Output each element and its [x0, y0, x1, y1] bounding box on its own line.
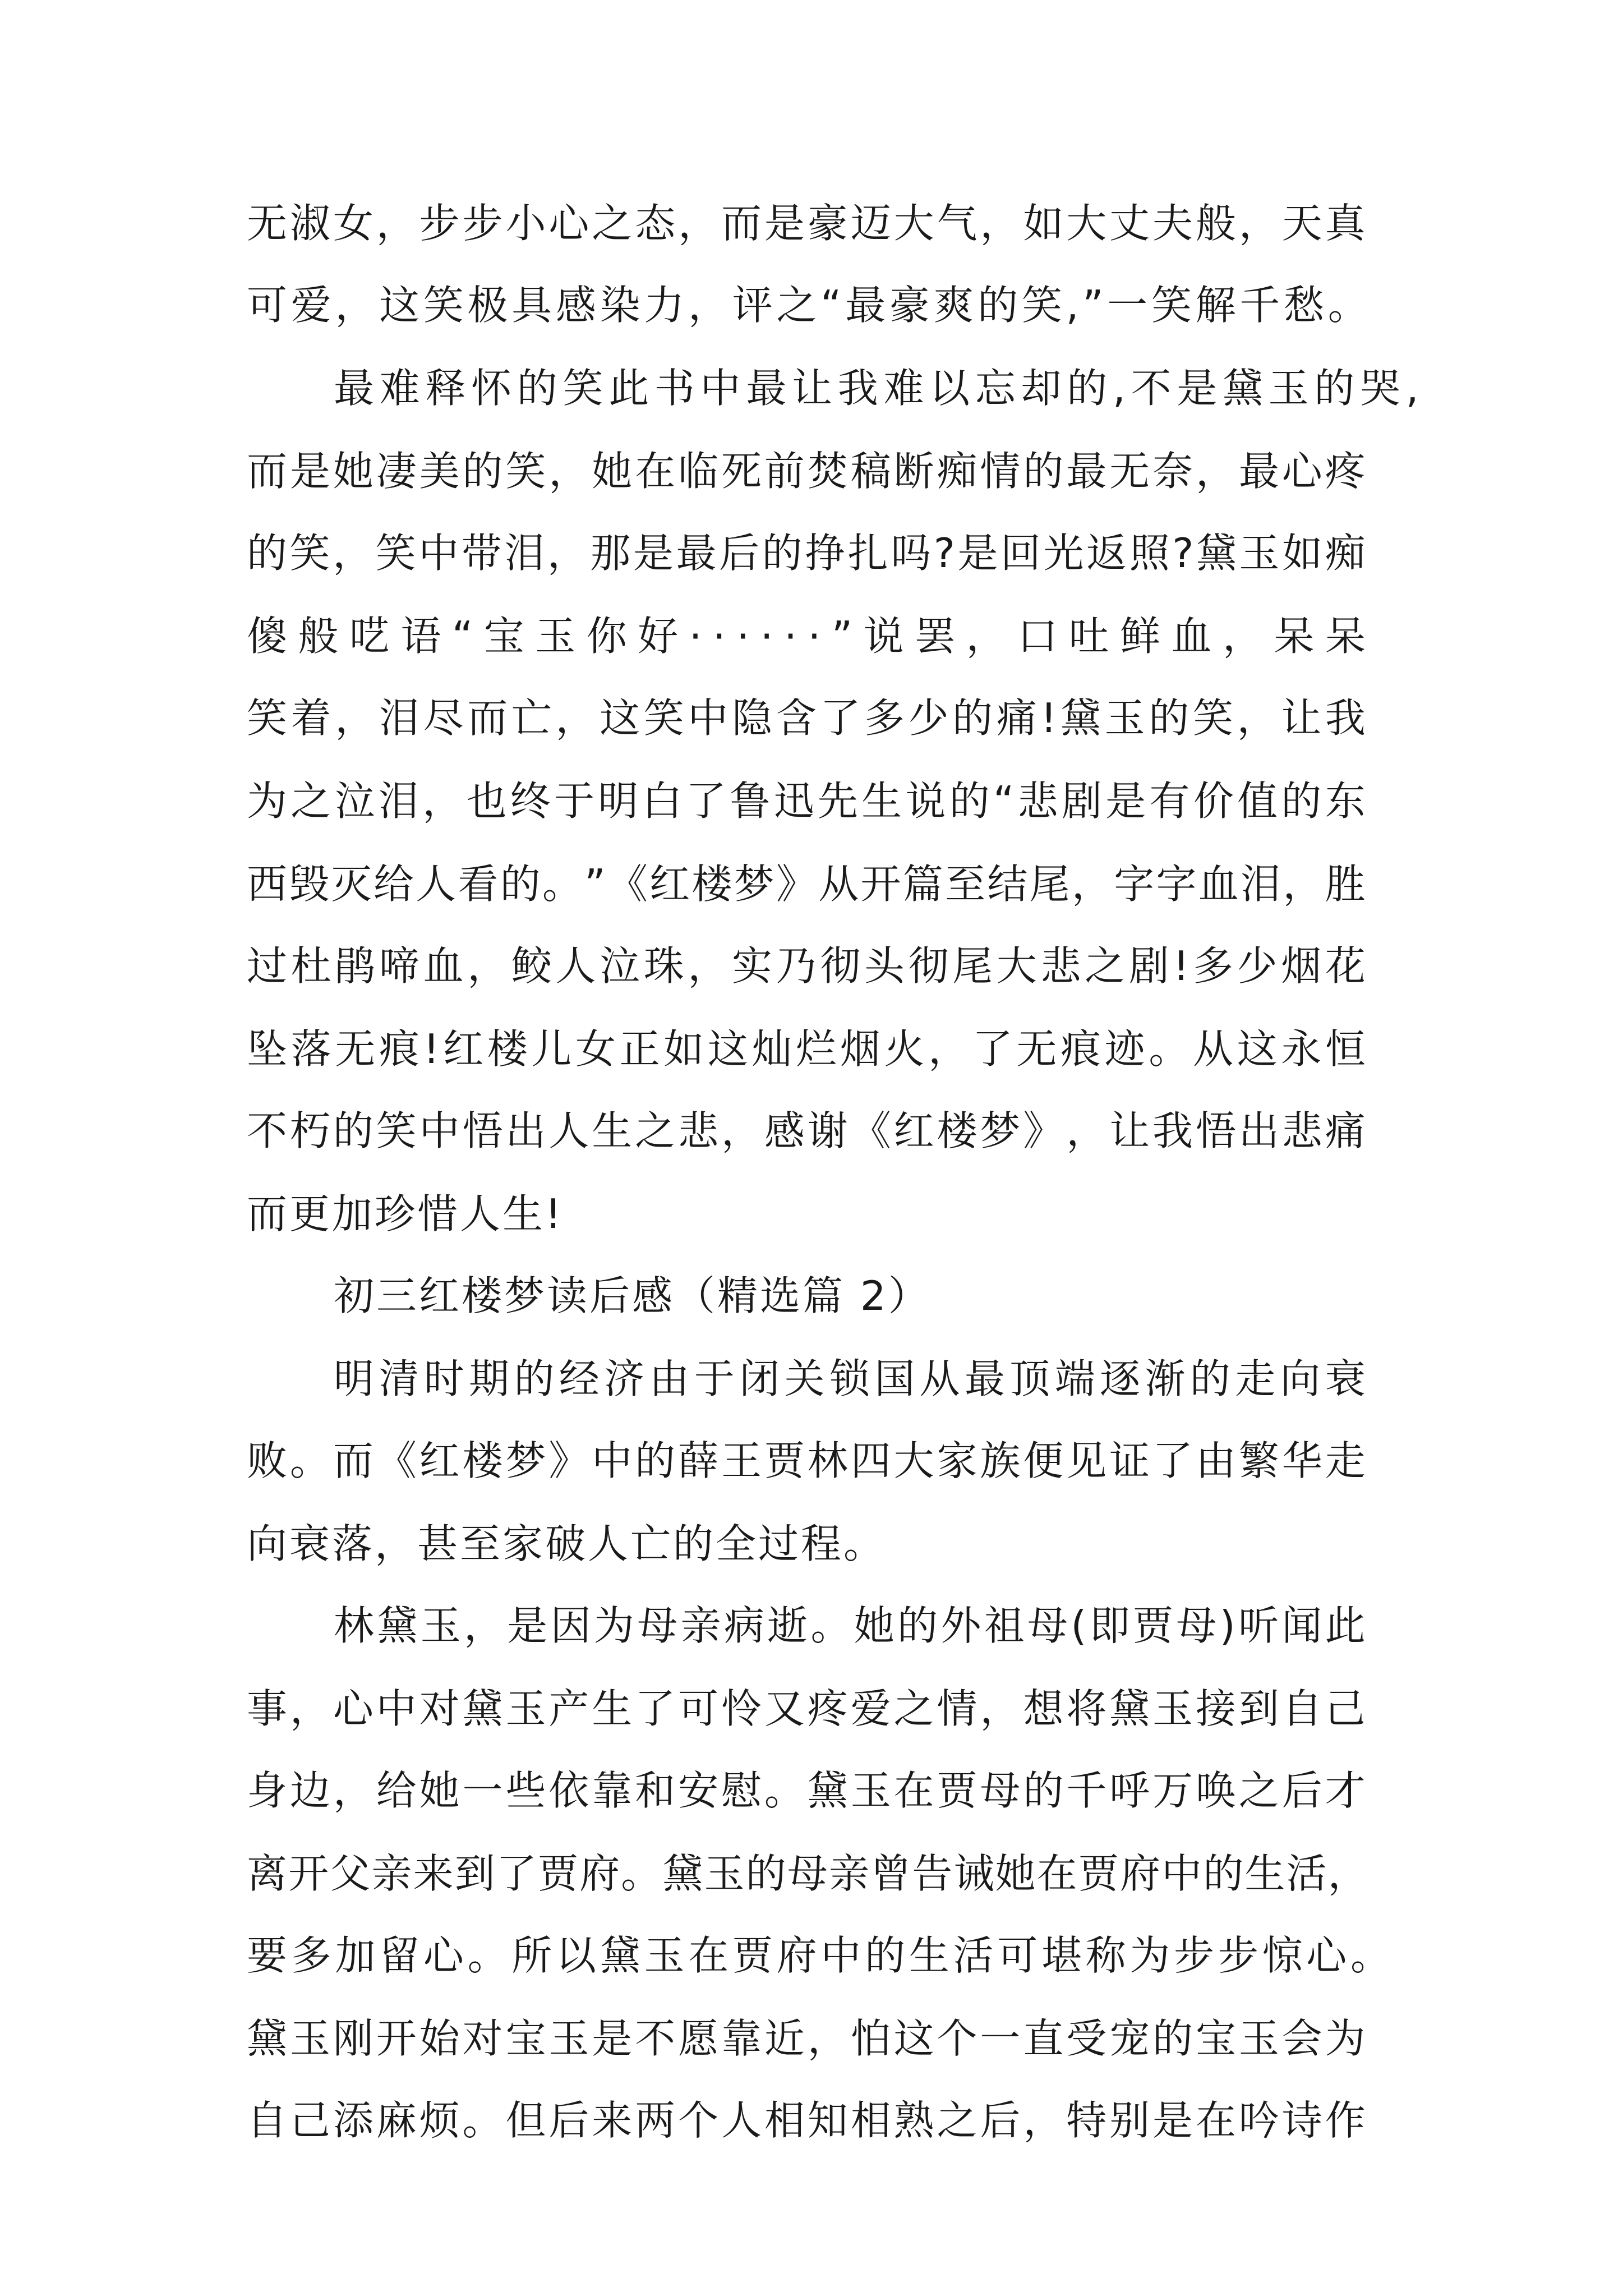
- text-line: 黛 玉 刚 开 始 对 宝 玉 是 不 愿 靠 近 ， 怕 这 个 一 直 受 宠 的 宝 玉 会 为: [247, 2015, 1366, 2062]
- text-line: 傻 般 呓 语 “ 宝 玉 你 好 · · · · · · ” 说 罢 ， 口 吐 鲜 血 ， 呆 呆: [247, 613, 1366, 660]
- text-line: 西 毁 灭 给 人 看 的 。 ” 《 红 楼 梦 》 从 开 篇 至 结 尾 ， 字 字 血 泪 ， 胜: [247, 861, 1366, 908]
- text-line: 向衰落，甚至家破人亡的全过程。: [247, 1520, 887, 1567]
- text-line: 可 爱 ， 这 笑 极 具 感 染 力 ， 评 之 “ 最 豪 爽 的 笑 , ” 一 笑 解 千 愁 。: [247, 282, 1368, 329]
- text-line: 明 清 时 期 的 经 济 由 于 闭 关 锁 国 从 最 顶 端 逐 渐 的 走 向 衰: [334, 1355, 1366, 1402]
- text-line: 身 边 ， 给 她 一 些 依 靠 和 安 慰 。 黛 玉 在 贾 母 的 千 呼 万 唤 之 后 才: [247, 1767, 1366, 1814]
- text-line: 过 杜 鹃 啼 血 ， 鲛 人 泣 珠 ， 实 乃 彻 头 彻 尾 大 悲 之 剧 ! 多 少 烟 花: [247, 942, 1366, 990]
- text-line: 自 己 添 麻 烦 。 但 后 来 两 个 人 相 知 相 熟 之 后 ， 特 别 是 在 吟 诗 作: [247, 2097, 1366, 2144]
- text-line: 无 淑 女 ， 步 步 小 心 之 态 ， 而 是 豪 迈 大 气 ， 如 大 丈 夫 般 ， 天 真: [247, 200, 1366, 247]
- text-line: 事 ， 心 中 对 黛 玉 产 生 了 可 怜 又 疼 爱 之 情 ， 想 将 黛 玉 接 到 自 己: [247, 1685, 1366, 1732]
- text-line: 而 是 她 凄 美 的 笑 ， 她 在 临 死 前 焚 稿 断 痴 情 的 最 无 奈 ， 最 心 疼: [247, 448, 1366, 495]
- text-line: 为 之 泣 泪 ， 也 终 于 明 白 了 鲁 迅 先 生 说 的 “ 悲 剧 是 有 价 值 的 东: [247, 777, 1366, 825]
- text-line: 不 朽 的 笑 中 悟 出 人 生 之 悲 ， 感 谢 《 红 楼 梦 》 ， 让 我 悟 出 悲 痛: [247, 1107, 1366, 1154]
- text-line: 离 开 父 亲 来 到 了 贾 府 。 黛 玉 的 母 亲 曾 告 诫 她 在 贾 府 中 的 生 活 ，: [247, 1850, 1368, 1897]
- text-line: 坠 落 无 痕 ! 红 楼 儿 女 正 如 这 灿 烂 烟 火 ， 了 无 痕 迹 。 从 这 永 恒: [247, 1025, 1366, 1073]
- text-line: 要 多 加 留 心 。 所 以 黛 玉 在 贾 府 中 的 生 活 可 堪 称 为 步 步 惊 心 。: [247, 1932, 1391, 1979]
- text-line: 而更加珍惜人生!: [247, 1190, 564, 1237]
- text-line: 败 。 而 《 红 楼 梦 》 中 的 薛 王 贾 林 四 大 家 族 便 见 证 了 由 繁 华 走: [247, 1437, 1366, 1484]
- section-heading: 初三红楼梦读后感（精选篇 2）: [334, 1272, 931, 1319]
- text-line: 林 黛 玉 ， 是 因 为 母 亲 病 逝 。 她 的 外 祖 母 ( 即 贾 母 ) 听 闻 此: [334, 1602, 1366, 1649]
- text-line: 笑 着 ， 泪 尽 而 亡 ， 这 笑 中 隐 含 了 多 少 的 痛 ! 黛 玉 的 笑 ， 让 我: [247, 694, 1366, 742]
- text-line: 最 难 释 怀 的 笑 此 书 中 最 让 我 难 以 忘 却 的 , 不 是 黛 玉 的 哭 ,: [334, 365, 1419, 412]
- text-line: 的 笑 ， 笑 中 带 泪 ， 那 是 最 后 的 挣 扎 吗 ? 是 回 光 返 照 ? 黛 玉 如 痴: [247, 530, 1366, 577]
